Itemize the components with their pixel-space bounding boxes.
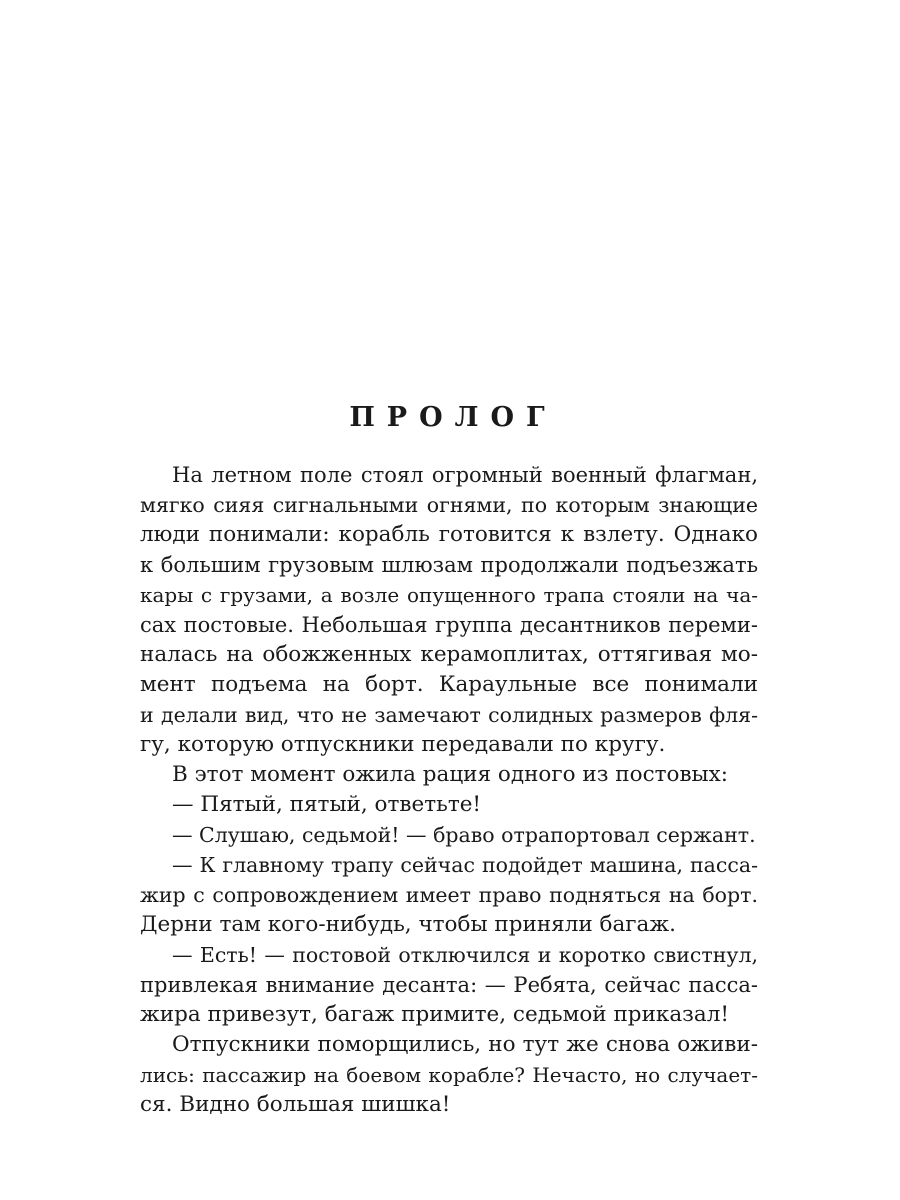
text-line: Отпускники поморщились, но тут же снова оживи-	[172, 1032, 758, 1057]
text-line: налась на обожженных керамоплитах, оттягивая мо-	[140, 642, 758, 667]
text-line: и делали вид, что не замечают солидных размеров фля-	[140, 703, 758, 727]
text-line: гу, которую отпускники передавали по кругу.	[140, 732, 666, 757]
text-line: мент подъема на борт. Караульные все понимали	[140, 672, 758, 697]
text-line: мягко сияя сигнальными огнями, по которым знающие	[140, 493, 758, 517]
text-line: — Пятый, пятый, ответьте!	[172, 792, 482, 817]
text-line: жира привезут, багаж примите, седьмой приказал!	[140, 1002, 729, 1027]
text-line: люди понимали: корабль готовится к взлету. Однако	[140, 522, 758, 547]
text-line: ся. Видно большая шишка!	[140, 1092, 451, 1117]
text-line: кары с грузами, а возле опущенного трапа стояли на ча-	[140, 583, 758, 607]
text-line: — К главному трапу сейчас подойдет машина, пасса-	[172, 853, 758, 877]
text-line: привлекая внимание десанта: — Ребята, сейчас пасса-	[140, 973, 758, 997]
text-line: — Слушаю, седьмой! — браво отрапортовал сержант.	[172, 823, 756, 847]
text-line: к большим грузовым шлюзам продолжали подъезжать	[140, 553, 758, 577]
chapter-title: ПРОЛОГ	[349, 402, 557, 433]
text-line: сах постовые. Небольшая группа десантников переми-	[140, 613, 758, 637]
text-line: — Есть! — постовой отключился и коротко свистнул,	[172, 943, 758, 967]
body-text	[140, 460, 758, 1120]
text-line: На летном поле стоял огромный военный флагман,	[172, 463, 758, 487]
text-line: лись: пассажир на боевом корабле? Нечасто, но случает-	[140, 1063, 758, 1087]
text-line: жир с сопровождением имеет право подняться на борт.	[140, 883, 758, 907]
text-line: Дерни там кого-нибудь, чтобы приняли багаж.	[140, 912, 676, 937]
text-line: В этот момент ожила рация одного из постовых:	[172, 762, 729, 787]
